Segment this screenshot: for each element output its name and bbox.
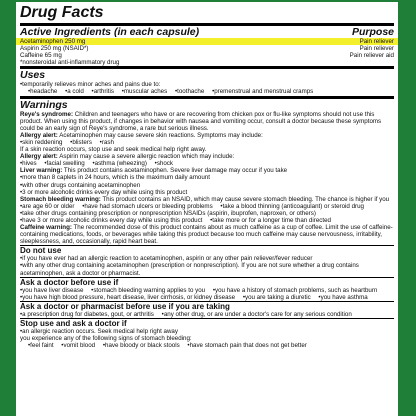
purpose-title: Purpose xyxy=(351,26,394,38)
list-item: • you are taking a diuretic xyxy=(243,294,311,301)
list-item: • take other drugs containing prescription or nonprescription NSAIDs (aspirin, ibuprofen, naproxen, or others) xyxy=(20,210,394,217)
caffeine-text: The recommended dose of this product contains about as much caffeine as a cup of coffee. Limit the use of caffeine-containing medications, foods, or beverages while taking this product because too much caffeine may cause nervousness, irritability, sleeplessness, and, occasionally, rapid heart beat. xyxy=(20,224,393,246)
allergy-symptoms xyxy=(20,139,394,146)
footnote: *nonsteroidal anti-inflammatory drug xyxy=(20,59,120,67)
drug-facts-panel xyxy=(16,2,398,416)
allergy-symptoms xyxy=(20,160,394,167)
uses-intro: • temporarily relieves minor aches and pains due to: xyxy=(20,81,394,88)
ask-doctor-line xyxy=(20,287,394,294)
ingredient-row xyxy=(16,45,398,52)
list-item: • asthma (wheezing) xyxy=(92,160,146,167)
list-item: • 3 or more alcoholic drinks every day while using this product xyxy=(20,189,394,196)
list-item: • rash xyxy=(100,139,114,146)
allergy-alert-aspirin xyxy=(20,153,394,160)
list-item: • headache xyxy=(28,88,57,95)
stomach-text: This product contains an NSAID, which may cause severe stomach bleeding. The chance is higher if you xyxy=(102,195,390,203)
list-item: • arthritis xyxy=(92,88,114,95)
list-item: • hives xyxy=(20,160,37,167)
list-item: you experience any of the following signs of stomach bleeding: xyxy=(20,335,192,342)
active-ingredients-title: Active Ingredients (in each capsule) xyxy=(20,26,200,38)
list-item: • more than 8 caplets in 24 hours, which is the maximum daily amount xyxy=(20,174,394,181)
list-item: • a cold xyxy=(65,88,84,95)
stomach-label: Stomach bleeding warning: xyxy=(20,195,101,203)
liver-text: This product contains acetaminophen. Severe liver damage may occur if you take xyxy=(63,167,288,175)
caffeine-warning xyxy=(20,224,394,245)
reye-warning xyxy=(20,111,394,132)
allergy-text: Acetaminophen may cause severe skin reactions. Symptoms may include: xyxy=(59,131,263,139)
list-item: • have bloody or black stools xyxy=(103,342,180,349)
liver-warning xyxy=(20,167,394,174)
allergy-alert-acetaminophen xyxy=(20,132,394,139)
liver-label: Liver warning: xyxy=(20,167,63,175)
list-item: • have stomach pain that does not get better xyxy=(187,342,306,349)
list-item: • muscular aches xyxy=(122,88,168,95)
ingredient-purpose: Pain reliever xyxy=(359,38,394,45)
list-item: • facial swelling xyxy=(44,160,84,167)
list-item: • have had stomach ulcers or bleeding problems xyxy=(82,203,212,210)
list-item: • are age 60 or older xyxy=(20,203,74,210)
list-item: • an allergic reaction occurs. Seek medical help right away xyxy=(20,328,394,335)
warnings-header: Warnings xyxy=(20,98,68,111)
ask-doctor-line xyxy=(20,294,394,301)
ingredient-row xyxy=(16,38,398,45)
list-item: • feel faint xyxy=(28,342,54,349)
ask-pharmacist-line xyxy=(20,311,394,318)
list-item: • stomach bleeding warning applies to you xyxy=(91,287,205,294)
uses-header: Uses xyxy=(20,69,46,82)
allergy-followup: If a skin reaction occurs, stop use and seek medical help right away. xyxy=(20,146,207,154)
ingredient-purpose: Pain reliever xyxy=(359,45,394,53)
stop-use-header: Stop use and ask a doctor if xyxy=(20,318,127,328)
active-ingredients-header xyxy=(16,26,398,38)
stomach-risks xyxy=(20,203,394,210)
uses-list xyxy=(20,88,394,95)
list-item: • with any other drug containing acetaminophen (prescription or nonprescription). If you are not sure whether a drug contains acetaminophen, ask a doctor or pharmacist. xyxy=(20,262,394,276)
list-item: • have 3 or more alcoholic drinks every day while using this product xyxy=(20,217,202,224)
ingredient-name: Caffeine 65 mg xyxy=(20,52,62,60)
ingredient-row xyxy=(16,52,398,59)
ask-doctor-header: Ask a doctor before use if xyxy=(20,277,119,287)
caffeine-label: Caffeine warning: xyxy=(20,224,72,232)
list-item: • any other drug, or are under a doctor's care for any serious condition xyxy=(162,311,352,318)
stomach-bleeding-warning xyxy=(20,196,394,203)
ingredient-purpose: Pain reliever aid xyxy=(349,52,394,60)
allergy-label: Allergy alert: xyxy=(20,153,58,161)
list-item: • premenstrual and menstrual cramps xyxy=(212,88,313,95)
list-item: • take a blood thinning (anticoagulant) or steroid drug xyxy=(220,203,364,210)
list-item: • blisters xyxy=(70,139,92,146)
list-item: • a prescription drug for diabetes, gout, or arthritis xyxy=(20,311,154,318)
do-not-use-header: Do not use xyxy=(20,246,62,256)
list-item: • shock xyxy=(155,160,173,167)
list-item: • you have a history of stomach problems, such as heartburn xyxy=(213,287,378,294)
ingredient-name: Aspirin 250 mg (NSAID*) xyxy=(20,45,89,53)
list-item: • you have asthma xyxy=(318,294,367,301)
page-title: Drug Facts xyxy=(20,4,104,21)
list-item: • take more or for a longer time than directed xyxy=(210,217,331,224)
reye-text: Children and teenagers who have or are recovering from chicken pox or flu-like symptoms should not use this product. When using this product, if changes in behavior with nausea and vomiting occur, consult a doctor because these symptoms could be an early sign of Reye's syndrome, a rare but serious illness. xyxy=(20,110,382,132)
list-item: • vomit blood xyxy=(61,342,95,349)
list-item: • if you have ever had an allergic reaction to acetaminophen, aspirin or any other pain reliever/fever reducer xyxy=(20,255,394,262)
stomach-risks xyxy=(20,217,394,224)
list-item: • you have liver disease xyxy=(20,287,83,294)
list-item: • toothache xyxy=(175,88,204,95)
bleeding-signs xyxy=(20,342,394,349)
ask-pharmacist-header: Ask a doctor or pharmacist before use if you are taking xyxy=(20,301,230,311)
ingredient-name: Acetaminophen 250 mg xyxy=(20,38,86,45)
reye-label: Reye's syndrome: xyxy=(20,110,74,118)
list-item: • you have high blood pressure, heart disease, liver cirrhosis, or kidney disease xyxy=(20,294,235,301)
list-item: • with other drugs containing acetaminophen xyxy=(20,182,394,189)
allergy-label: Allergy alert: xyxy=(20,131,58,139)
allergy-text: Aspirin may cause a severe allergic reaction which may include: xyxy=(59,153,235,161)
list-item: • skin reddening xyxy=(20,139,62,146)
